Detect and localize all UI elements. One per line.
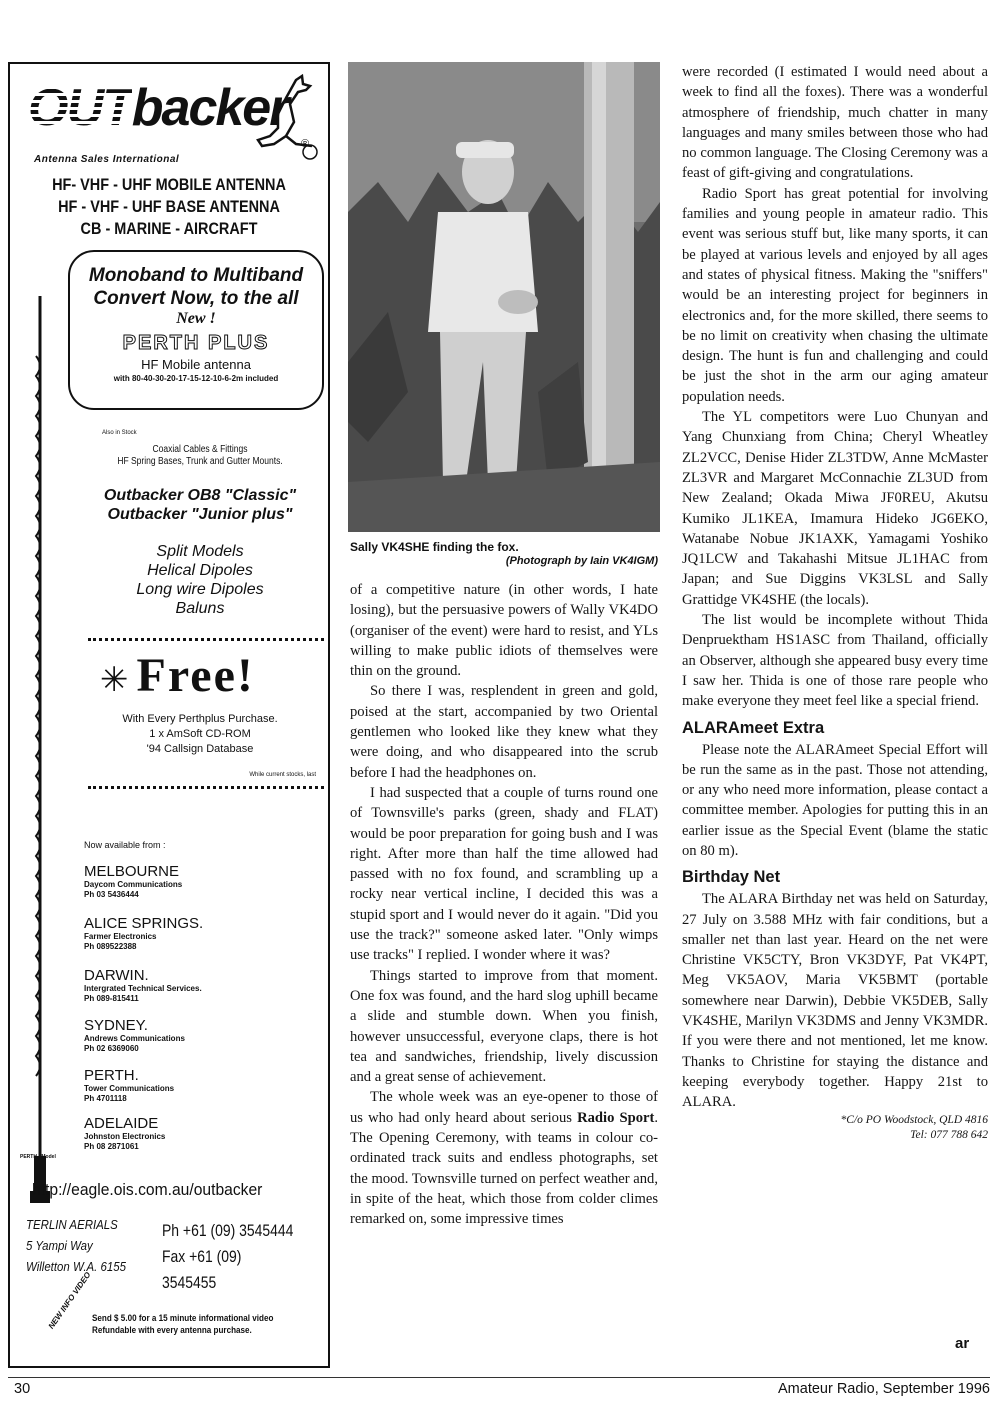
antenna-lines [34, 174, 304, 240]
split-item: Split Models [156, 543, 244, 560]
article-paragraph: were recorded (I estimated I would need about a week to find all the foxes). There was a wonderful atmosphere of friendship, much chatter in many languages and many smiles between those who had no common language. The Closing Ceremony was a feast of gift-giving and congratulations. [682, 64, 988, 182]
dealer-adelaide [84, 1116, 324, 1152]
dealer-darwin [84, 968, 324, 1004]
article-paragraph: The list would be incomplete without Thida Denpruektham HS1ASC from Thailand, officially an Observer, although she appeared busy every time I saw her. Thida is one of those rare people who make everyone they meet feel like a special friend. [682, 612, 988, 710]
article-paragraph: Things started to improve from that moment. One fox was found, and the hard slog uphill became a slide and stumble down. When you finish, however unsuccessful, everyone claps, there is hot tea and sandwiches, friendship, lively discussion and a great sense of achievement. [350, 967, 658, 1086]
article-paragraph: Please note the ALARAmeet Special Effort will be run the same as in the past. Those not attending, or any who need more information, please contact a committee member. Apologies for putting this in an earlier issue as the Special Event (blame the static on 80 m). [682, 741, 988, 859]
article-column-right [682, 62, 988, 1143]
perth-plus-title: PERTH PLUS [122, 332, 270, 354]
video-offer [92, 1312, 273, 1336]
stock-lines [90, 444, 311, 468]
company-address [26, 1214, 126, 1277]
dealer-city: MELBOURNE [84, 863, 180, 880]
address-line: *C/o PO Woodstock, QLD 4816 [840, 1113, 988, 1126]
dealer-name: Farmer Electronics [84, 932, 157, 941]
dealer-phone: Ph 02 6369060 [84, 1044, 139, 1053]
stock-line: HF Spring Bases, Trunk and Gutter Mounts. [117, 456, 283, 467]
photo-caption: Sally VK4SHE finding the fox. [350, 540, 519, 554]
perth-plus-bubble [68, 250, 324, 410]
article-column-middle [350, 580, 658, 1230]
fox-hunt-photo [348, 62, 660, 532]
alarameet-extra-heading: ALARAmeet Extra [682, 718, 825, 737]
telephone-line: Tel: 077 788 642 [910, 1128, 988, 1141]
offer-line: 1 x AmSoft CD-ROM [149, 728, 251, 740]
dotted-divider [88, 638, 324, 641]
new-label: New ! [176, 310, 216, 327]
address-line: 5 Yampi Way [26, 1238, 93, 1253]
article-paragraph: of a competitive nature (in other words, I hate losing), but the persuasive powers of Wally VK4DO (organiser of the event) were hard to resist, and YLs willing to make public idiots of themselves were thin on the ground. [350, 582, 658, 680]
dealer-name: Daycom Communications [84, 880, 183, 889]
antenna-line: HF- VHF - UHF MOBILE ANTENNA [52, 175, 286, 194]
contact-numbers [162, 1218, 298, 1296]
while-stocks-note: While current stocks, last [249, 772, 316, 778]
outbacker-advertisement [8, 62, 330, 1368]
available-from-label: Now available from : [84, 840, 166, 850]
offer-line: '94 Callsign Database [146, 743, 254, 755]
article-paragraph: So there I was, resplendent in green and gold, poised at the start, accompanied by two Oriental gentlemen who looked like they knew what they were doing, and who disappeared into the scrub before I had the headphones on. [350, 683, 658, 781]
star-icon: ✳ [100, 659, 131, 700]
radio-sport-bold: Radio Sport [577, 1109, 655, 1126]
fax-number: Fax +61 (09) 3545455 [162, 1247, 242, 1292]
dealer-perth [84, 1068, 324, 1104]
bubble-line: Convert Now, to the all [93, 288, 299, 309]
product-subtitle: HF Mobile antenna [141, 357, 251, 372]
birthday-net-heading: Birthday Net [682, 868, 781, 887]
stock-line: Coaxial Cables & Fittings [152, 444, 248, 455]
dealer-phone: Ph 08 2871061 [84, 1142, 139, 1151]
article-paragraph: Radio Sport has great potential for involving families and young people in amateur radio. This event was serious stuff but, like many sports, it can be played at various levels and enjoyed by all ages and states of physical fitness. Making the "sniffers" would be an interesting project for beginners in electronics and, for the more skilled, there seems to be no limit on creativity when chasing the ultimate design. The hunt is fun and challenging and could be just the shot in the arm our aging amateur population needs. [682, 185, 988, 405]
dealer-city: PERTH. [84, 1067, 139, 1084]
also-in-stock-label: Also in Stock [102, 430, 137, 436]
bands-list: with 80-40-30-20-17-15-12-10-6-2m included [113, 374, 279, 383]
author-address [682, 1113, 988, 1143]
split-item: Helical Dipoles [147, 562, 253, 579]
kangaroo-logo-icon [256, 74, 326, 164]
dealer-phone: Ph 03 5436444 [84, 890, 139, 899]
logo-backer-text: backer [131, 79, 288, 137]
split-item: Baluns [175, 600, 225, 617]
dealer-phone: Ph 089-815411 [84, 994, 139, 1003]
logo-subtitle: Antenna Sales International [34, 154, 180, 165]
article-paragraph: I had suspected that a couple of turns round one of Townsville's parks (green, shady and FLAT) would be poor preparation for going bush and I was right. After more than half the time allowed had passed with no fox found, and scrambling up a rocky near vertical incline, I decided this was a stupid sport and I would never do it again. "Did you use the track?" someone asked later. "Only wimps use tracks" I replied. I wonder where it was? [350, 784, 658, 964]
perth-model-label: PERTH - Model [20, 1154, 56, 1160]
dotted-divider [88, 786, 324, 789]
article-paragraph: The ALARA Birthday net was held on Saturday, 27 July on 3.588 MHz with fair conditions, but a smaller net than last year. Heard on the net were Christine VK5CTY, Bron VK3DYF, Pat VK4PT, Meg VK5AOV, Maria VK5BMT (portable somewhere near Darwin), Debbie VK5DEB, Sally VK4SHE, Marilyn VK3DMS and Jenny VK3MDR. If you were there and not mentioned, let me know. Thanks to Christine for staying the distance and keeping everybody together. Happy 21st to ALARA. [682, 891, 988, 1111]
photo-credit: (Photograph by Iain VK4IGM) [505, 555, 658, 567]
antenna-mast-image [26, 296, 54, 1216]
registered-mark: ® [301, 138, 310, 150]
paragraph-text: . The Opening Ceremony, with teams in colour co-ordinated track suits and endless photographs, set the mood. Townsville turned on perfect weather and, in spite of the heat, which those from colder climes remarked on, some impressive times [350, 1109, 658, 1228]
model-item: Outbacker "Junior plus" [107, 506, 293, 523]
article-end-mark: ar [955, 1335, 970, 1352]
split-models-list [70, 542, 330, 618]
article-paragraph: The YL competitors were Luo Chunyan and Yang Chunxiang from China; Cheryl Wheatley ZL2VCC, Denise Hider ZL3TDW, Anne McMaster ZL3VR and Margaret McConnachie ZL3UD from New Zealand; Okada Miwa JF0REU, Akutsu Kumiko JL1KEA, Imamura Hideko JG6EKO, Watanabe Nobue JK1AXK, Yamagami Yoshiko JQ1LCW and Takahashi Mitsue JL1HAC from Japan; and Sue Diggins VK3LSL and Sally Grattidge VK4SHE (the locals). [682, 409, 988, 608]
outbacker-logo [28, 79, 288, 137]
address-line: Willetton W.A. 6155 [26, 1259, 126, 1274]
bubble-line: Monoband to Multiband [88, 265, 304, 286]
split-item: Long wire Dipoles [136, 581, 264, 598]
offer-details [70, 712, 330, 757]
video-offer-line: Refundable with every antenna purchase. [92, 1325, 252, 1335]
address-line: TERLIN AERIALS [26, 1217, 118, 1232]
dealer-alice-springs [84, 916, 324, 952]
dealer-name: Intergrated Technical Services. [84, 984, 202, 993]
dealer-city: DARWIN. [84, 967, 149, 984]
dealer-city: ADELAIDE [84, 1115, 159, 1132]
phone-number: Ph +61 (09) 3545444 [162, 1221, 294, 1240]
free-offer [100, 648, 255, 703]
article-paragraph [350, 1087, 658, 1229]
model-item: Outbacker OB8 "Classic" [103, 487, 297, 504]
free-text: Free! [136, 649, 255, 702]
publication-line: Amateur Radio, September 1996 [778, 1381, 990, 1397]
dealer-phone: Ph 089522388 [84, 942, 137, 951]
antenna-line: CB - MARINE - AIRCRAFT [80, 219, 258, 238]
page-number: 30 [14, 1381, 31, 1397]
dealer-city: ALICE SPRINGS. [84, 915, 204, 932]
paragraph-text: The whole week was an eye-opener to those of us who had only heard about serious [350, 1089, 658, 1126]
new-info-video-badge: NEW INFO VIDEO [46, 1270, 93, 1331]
dealer-phone: Ph 4701118 [84, 1094, 127, 1103]
dealer-name: Johnston Electronics [84, 1132, 166, 1141]
logo-out-text: OUT [28, 79, 132, 137]
dealer-name: Andrews Communications [84, 1034, 185, 1043]
offer-line: With Every Perthplus Purchase. [122, 713, 278, 725]
dealer-name: Tower Communications [84, 1084, 175, 1093]
footer-rule [8, 1377, 990, 1378]
dealer-sydney [84, 1018, 324, 1054]
antenna-line: HF - VHF - UHF BASE ANTENNA [58, 197, 280, 216]
video-offer-line: Send $ 5.00 for a 15 minute informational video [92, 1313, 274, 1323]
model-list [70, 486, 330, 524]
dealer-city: SYDNEY. [84, 1017, 148, 1034]
dealer-melbourne [84, 864, 324, 900]
website-link[interactable]: http://eagle.ois.com.au/outbacker [32, 1180, 263, 1199]
